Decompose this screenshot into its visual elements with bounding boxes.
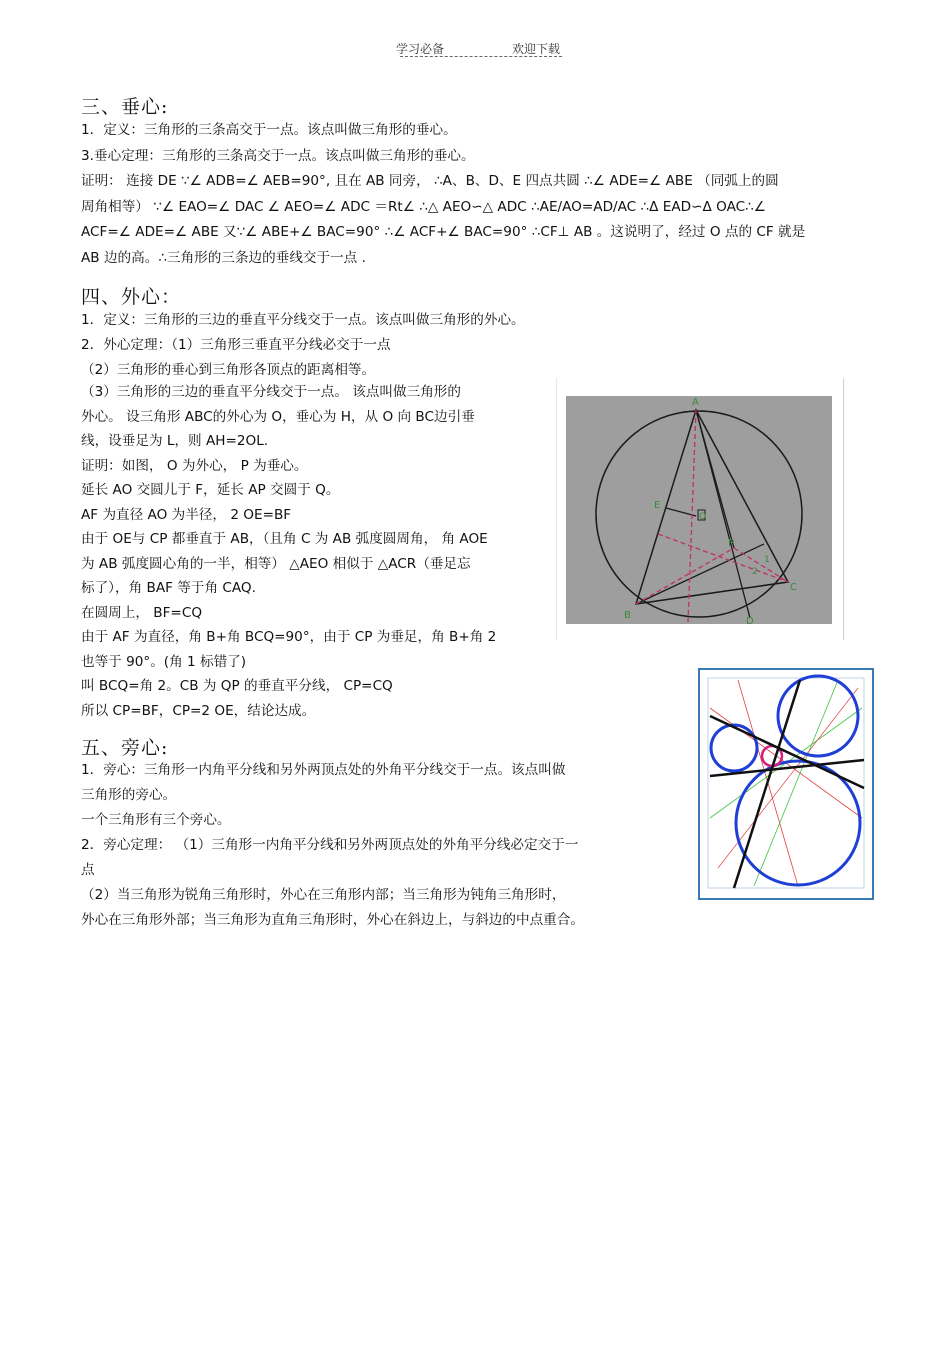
figure-divider-right <box>843 378 844 640</box>
section4-line: 2．外心定理：（1）三角形三垂直平分线必交于一点 <box>81 337 391 353</box>
proof-line: 叫 BCQ=角 2。CB 为 QP 的垂直平分线， CP=CQ <box>81 678 393 694</box>
section4-body <box>81 308 877 383</box>
proof-line: 线，设垂足为 L，则 AH=2OL. <box>81 433 269 449</box>
section5-line: 点 <box>81 862 95 878</box>
proof-line: 由于 AF 为直径，角 B+角 BCQ=90°，由于 CP 为垂足，角 B+角 2 <box>81 629 497 645</box>
section5-line: （2）当三角形为锐角三角形时，外心在三角形内部；当三角形为钝角三角形时， <box>81 887 566 903</box>
label-d: D <box>746 616 754 624</box>
proof-line: 外心。 设三角形 ABC的外心为 O，垂心为 H，从 O 向 BC边引垂 <box>81 408 475 425</box>
header-right: 欢迎下载 <box>512 42 561 56</box>
circumcenter-figure <box>566 396 832 624</box>
proof-line: 在圆周上， BF=CQ <box>81 604 203 621</box>
header-left: 学习必备 <box>396 42 445 56</box>
proof-line: 由于 OE与 CP 都垂直于 AB，（且角 C 为 AB 弧度圆周角， 角 AOE <box>81 531 488 547</box>
section5-line: 三角形的旁心。 <box>81 787 177 803</box>
proof-line: AF 为直径 AO 为半径， 2 OE=BF <box>81 506 292 523</box>
section4-heading: 四、外心： <box>81 286 182 308</box>
section3-line: 3.垂心定理：三角形的三条高交于一点。该点叫做三角形的垂心。 <box>81 147 475 164</box>
label-a: A <box>692 397 699 408</box>
proof-line: 标了），角 BAF 等于角 CAQ. <box>81 580 256 596</box>
figure-divider-left <box>556 378 557 640</box>
label-o: O <box>699 512 707 522</box>
label-angle-2: 2 <box>752 567 758 577</box>
section5-line: 外心在三角形外部；当三角形为直角三角形时，外心在斜边上，与斜边的中点重合。 <box>81 912 584 928</box>
proof-line: 延长 AO 交圆儿于 F，延长 AP 交圆于 Q。 <box>81 482 340 498</box>
section3-line: ACF=∠ ADE=∠ ABE 又∵∠ ABE+∠ BAC=90° ∴∠ ACF+∠ BAC=90° ∴CF⊥ AB 。这说明了，经过 O 点的 CF 就是 <box>81 224 806 240</box>
label-e: E <box>654 500 661 511</box>
section5-body <box>81 758 641 933</box>
section3-line: AB 边的高。∴三角形的三条边的垂线交于一点 . <box>81 249 366 266</box>
section5-line: 1．旁心：三角形一内角平分线和另外两顶点处的外角平分线交于一点。该点叫做 <box>81 762 566 778</box>
section3-body <box>81 118 877 271</box>
proof-line: 证明：如图， O 为外心， P 为垂心。 <box>81 457 308 474</box>
label-angle-1: 1 <box>764 555 770 565</box>
section3-line: 证明： 连接 DE ∵∠ ADB=∠ AEB=90°, 且在 AB 同旁， ∴A、B、D、E 四点共圆 ∴∠ ADE=∠ ABE （同弧上的圆 <box>81 173 779 189</box>
section4-line: （2）三角形的垂心到三角形各顶点的距离相等。 <box>81 362 376 378</box>
label-p: P <box>728 538 735 549</box>
section4-line: 1．定义：三角形的三边的垂直平分线交于一点。该点叫做三角形的外心。 <box>81 312 525 328</box>
proof-line: 也等于 90°。(角 1 标错了) <box>81 653 247 670</box>
section4-proof <box>81 380 543 723</box>
excenter-figure <box>698 668 874 900</box>
section3-line: 1．定义：三角形的三条高交于一点。该点叫做三角形的垂心。 <box>81 122 457 138</box>
section5-line: 一个三角形有三个旁心。 <box>81 812 231 828</box>
proof-line: 为 AB 弧度圆心角的一半，相等） △AEO 相似于 △ACR（垂足忘 <box>81 555 471 572</box>
header-divider <box>400 56 562 57</box>
section3-line: 周角相等） ∵∠ EAO=∠ DAC ∠ AEO=∠ ADC ＝Rt∠ ∴△ AEO∽△ ADC ∴AE/AO=AD/AC ∴Δ EAD∽Δ OAC∴∠ <box>81 198 766 215</box>
proof-line: 所以 CP=BF，CP=2 OE，结论达成。 <box>81 702 316 719</box>
proof-line: （3）三角形的三边的垂直平分线交于一点。 该点叫做三角形的 <box>81 384 461 400</box>
section3-heading: 三、垂心: <box>81 96 169 118</box>
label-b: B <box>624 610 631 621</box>
label-c: C <box>790 582 797 593</box>
section5-heading: 五、旁心: <box>81 737 169 759</box>
section5-line: 2．旁心定理： （1）三角形一内角平分线和另外两顶点处的外角平分线必定交于一 <box>81 837 579 853</box>
